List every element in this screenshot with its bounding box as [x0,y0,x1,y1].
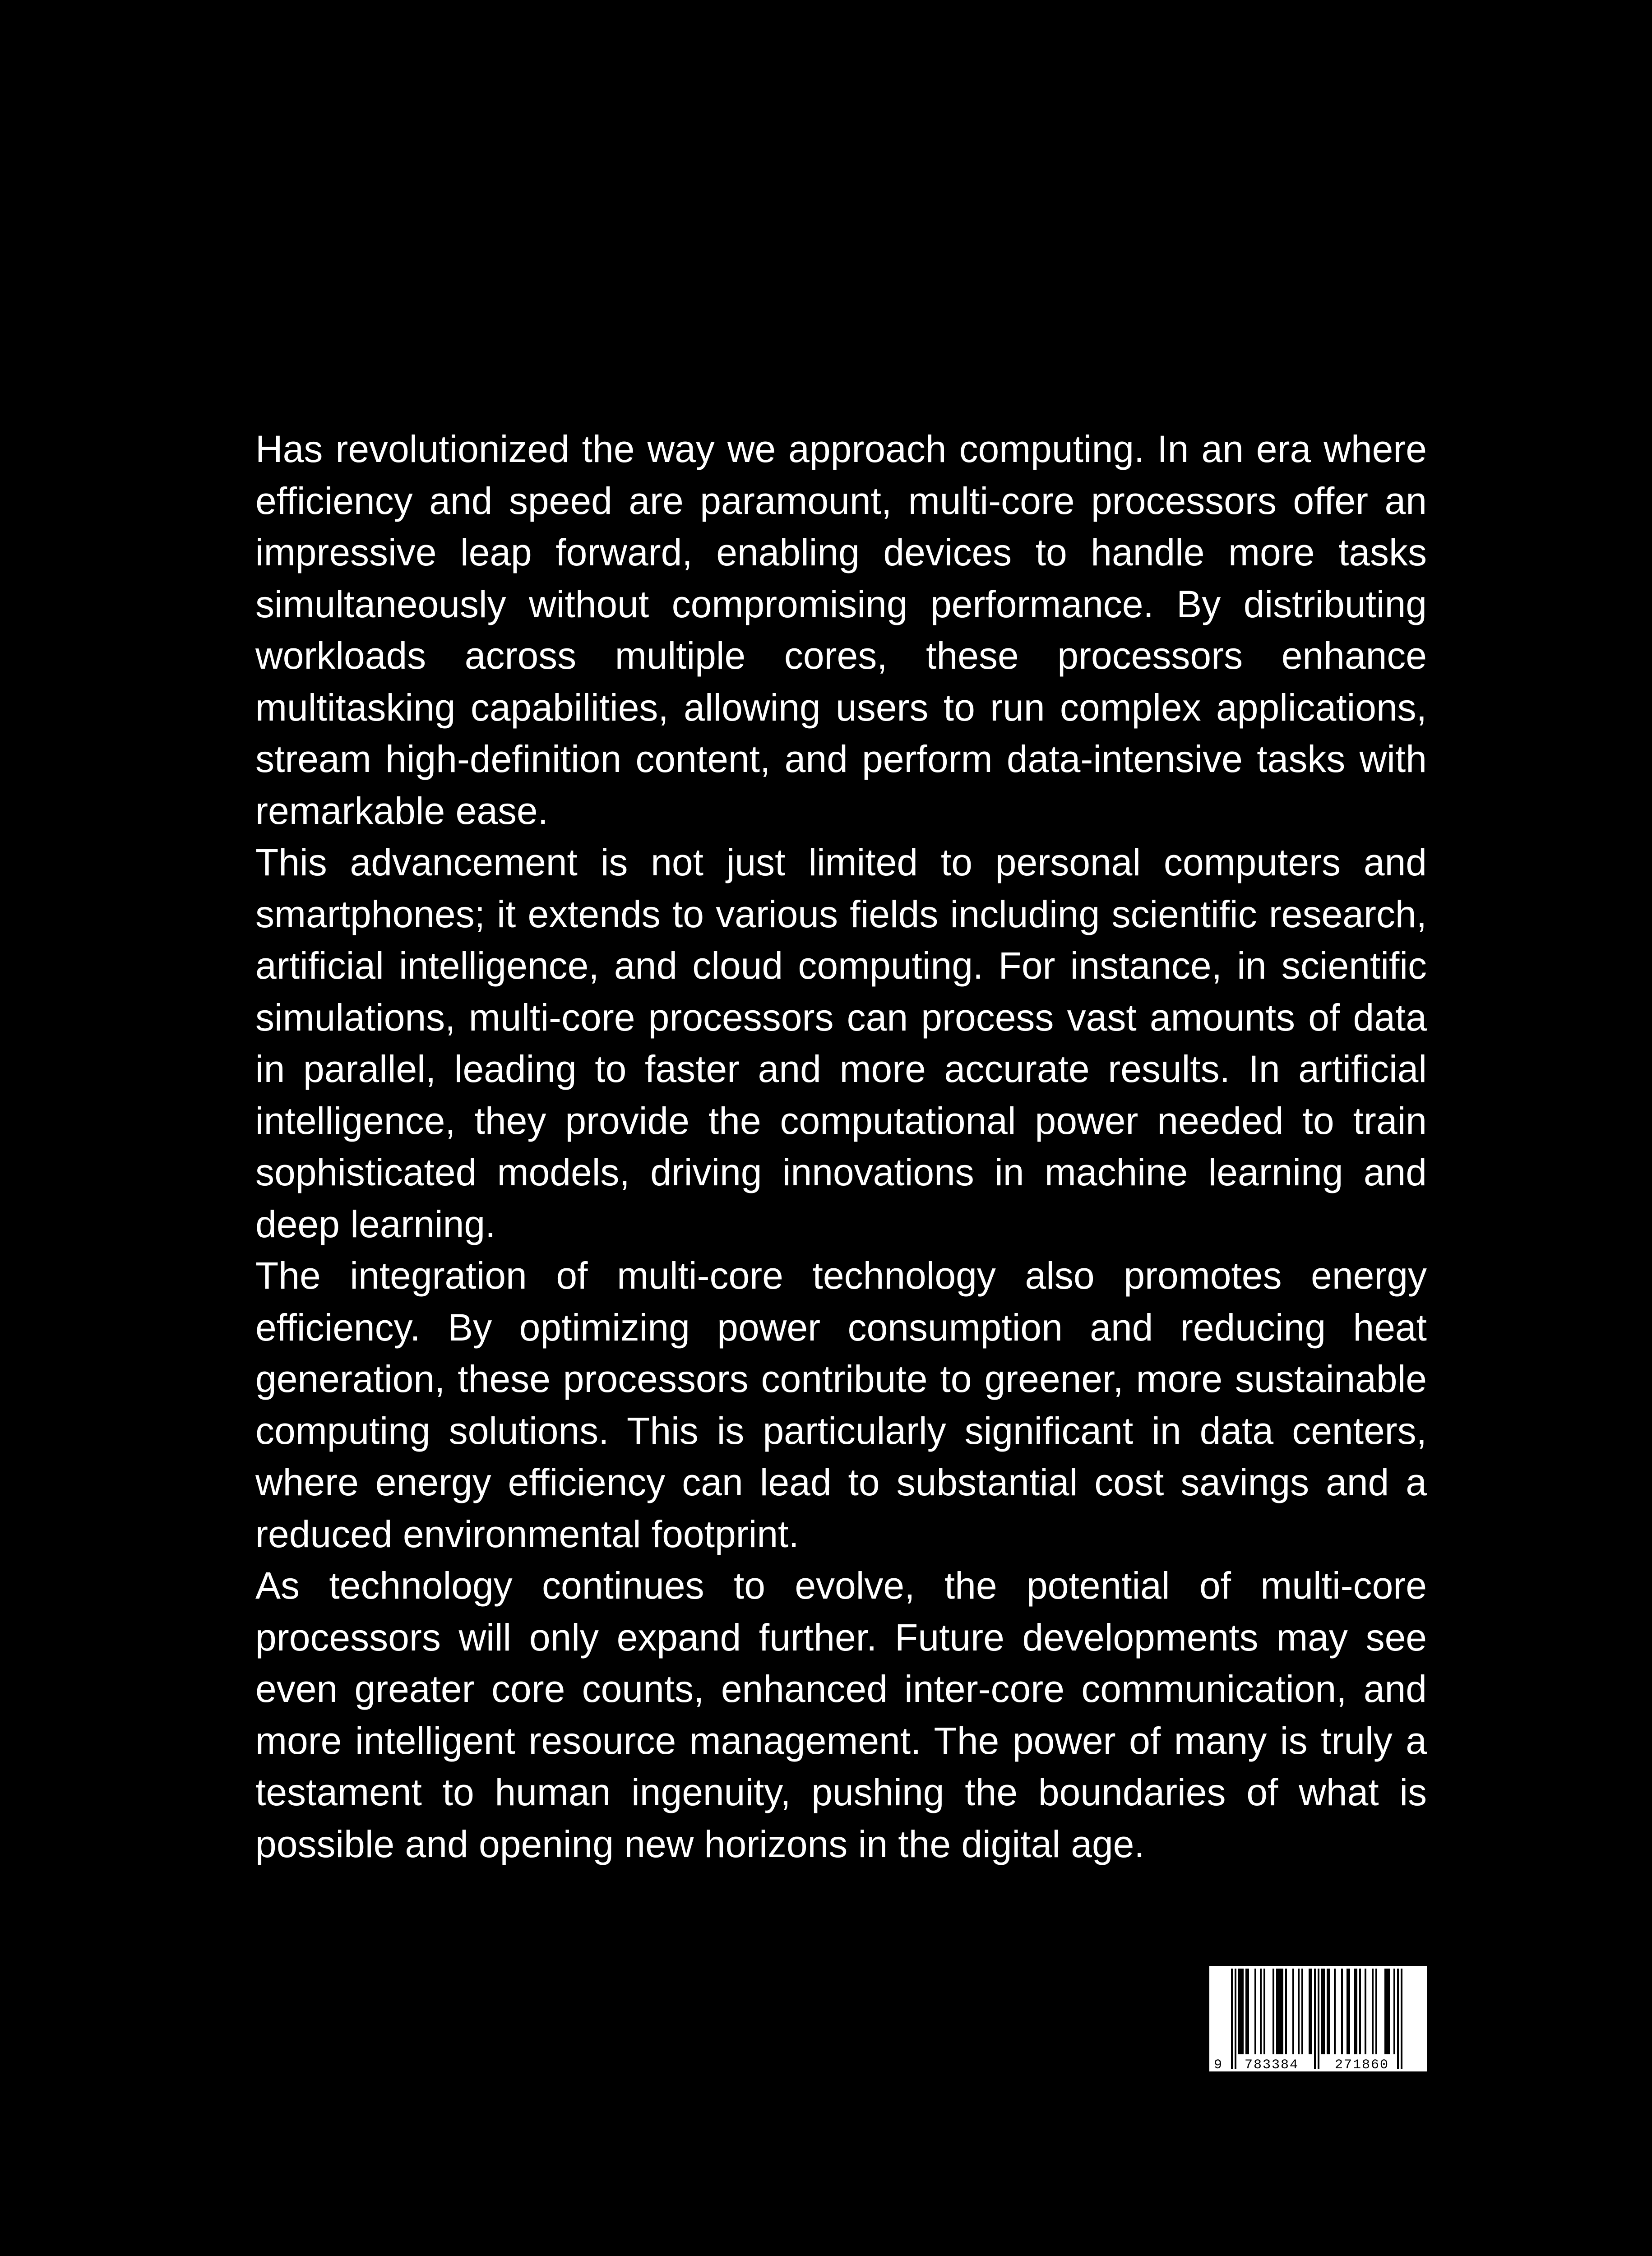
barcode-bar [1240,1969,1242,2054]
barcode-bar [1359,1969,1361,2054]
barcode-bar [1388,1969,1390,2054]
blurb-paragraph-2: This advancement is not just limited to personal computers and smartphones; it extends to various fields including scientific research, artificial intelligence, and cloud computing. For instance, in scientific simulations, multi-core processors can process vast amounts of data in parallel, leading to faster and more accurate results. In artificial intelligence, they provide the computational power needed to train sophisticated models, driving innovations in machine learning and deep learning. [255,841,1427,1245]
barcode-bar [1347,1969,1348,2054]
barcode-bar [1247,1969,1249,2054]
barcode-bar [1314,1969,1316,2069]
barcode-bar [1285,1969,1287,2054]
blurb-paragraph-1: Has revolutionized the way we approach computing. In an era where efficiency and speed are paramount, multi-core processors offer an impressive leap forward, enabling devices to handle more tasks simultaneously without compromising performance. By distributing workloads across multiple cores, these processors enhance multitasking capabilities, allowing users to run complex applications, stream high-definition content, and perform data-intensive tasks with remarkable ease. [255,428,1427,832]
barcode-bar [1327,1969,1328,2054]
barcode-lead-digit: 9 [1214,2057,1222,2071]
barcode-bar [1260,1969,1262,2054]
barcode-bar [1309,1969,1310,2054]
barcode-bar [1321,1969,1323,2054]
barcode-bar [1273,1969,1274,2054]
barcode-bar [1282,1969,1283,2054]
barcode-bar [1235,1969,1236,2069]
barcode-bar [1245,1969,1247,2054]
barcode-bar [1278,1969,1280,2054]
barcode-bar [1384,1969,1386,2054]
barcode-bar [1263,1969,1265,2054]
barcode-bars [1231,1969,1402,2069]
barcode-bar [1323,1969,1325,2054]
barcode-left-group: 783384 [1245,2057,1299,2071]
blurb-paragraph-3: The integration of multi-core technology also promotes energy efficiency. By optimizing power consumption and reducing heat generation, these processors contribute to greener, more sustainable computing solutions. This is particularly significant in data centers, where energy efficiency can lead to substantial cost savings and a reduced environmental footprint. [255,1254,1427,1555]
barcode-bar [1301,1969,1303,2054]
barcode-bar [1298,1969,1300,2054]
barcode-bar [1254,1969,1256,2054]
barcode-bar [1386,1969,1388,2054]
barcode-bar [1365,1969,1366,2054]
barcode-bar [1393,1969,1395,2054]
barcode-bar [1238,1969,1240,2054]
barcode-bar [1242,1969,1244,2054]
barcode-bar [1372,1969,1374,2054]
barcode-bar [1280,1969,1282,2054]
barcode-bar [1401,1969,1402,2069]
barcode-bar [1397,1969,1399,2069]
barcode-bar [1348,1969,1350,2054]
barcode-bar [1354,1969,1356,2054]
barcode-bar [1310,1969,1312,2054]
barcode-right-group: 271860 [1335,2057,1389,2071]
barcode-bar [1341,1969,1343,2054]
barcode-bar [1231,1969,1233,2069]
barcode-bar [1356,1969,1357,2054]
barcode-bar [1292,1969,1294,2054]
barcode-bar [1318,1969,1319,2069]
barcode-bar [1334,1969,1336,2054]
barcode-bar [1375,1969,1377,2054]
barcode-bar [1276,1969,1278,2054]
isbn-barcode [1209,1966,1427,2071]
blurb-paragraph-4: As technology continues to evolve, the potential of multi-core processors will only expand further. Future developments may see even greater core counts, enhanced inter-core communication, and more intelligent resource management. The power of many is truly a testament to human ingenuity, pushing the boundaries of what is possible and opening new horizons in the digital age. [255,1564,1427,1865]
back-cover-blurb [255,423,1427,1870]
barcode-bar [1328,1969,1330,2054]
